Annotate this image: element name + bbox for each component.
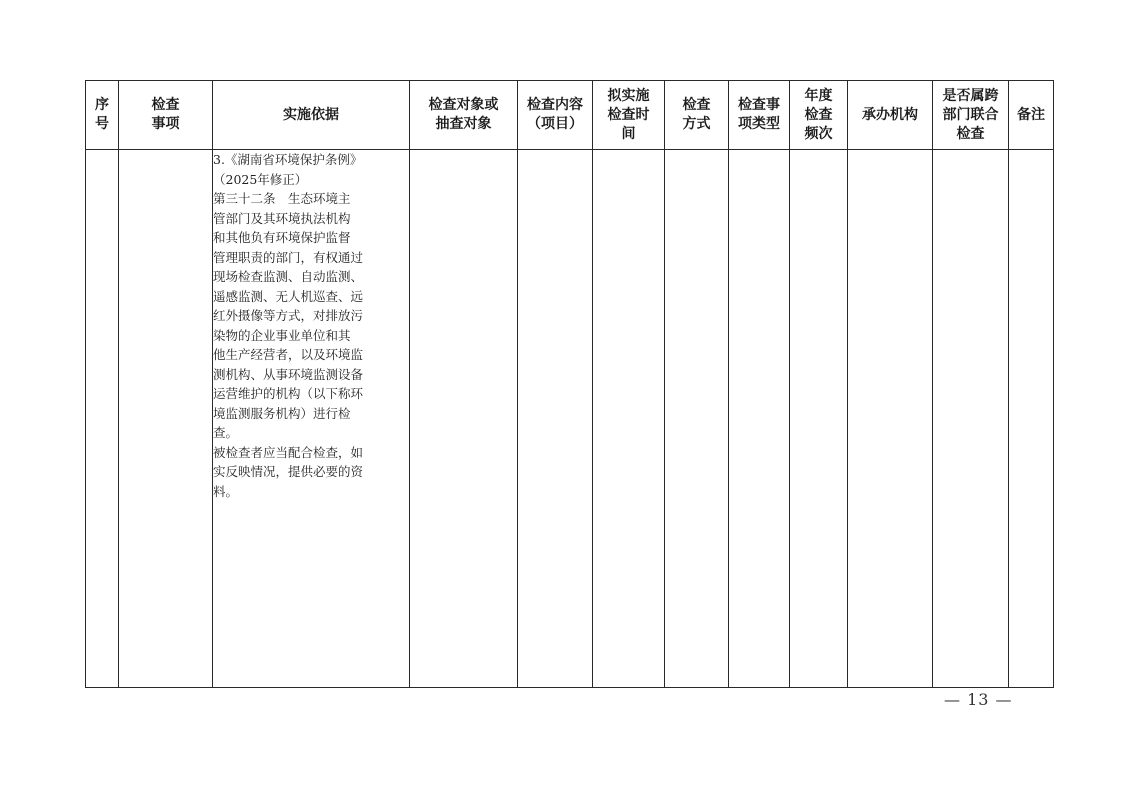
header-inspection-item: 检查 事项 xyxy=(119,81,213,150)
header-responsible-org: 承办机构 xyxy=(848,81,933,150)
header-inspection-object: 检查对象或 抽查对象 xyxy=(410,81,518,150)
cell-inspection-mode xyxy=(665,150,729,688)
cell-remarks xyxy=(1009,150,1054,688)
cell-inspection-object xyxy=(410,150,518,688)
cell-planned-time xyxy=(593,150,665,688)
header-implementation-basis: 实施依据 xyxy=(213,81,410,150)
header-inspection-mode: 检查 方式 xyxy=(665,81,729,150)
table-row xyxy=(86,150,1054,688)
basis-law-title: 3.《湖南省环境保护条例》 （2025年修正） xyxy=(213,152,363,187)
cell-responsible-org xyxy=(848,150,933,688)
header-inspection-content: 检查内容 （项目） xyxy=(518,81,593,150)
basis-clause: 第三十二条 生态环境主 管部门及其环境执法机构 和其他负有环境保护监督 管理职责的部门，有权通过 现场检查监测、自动监测、 遥感监测、无人机巡查、远 红外摄像等方式，对排放污 染物的企业事业单位和其 他生产经营者，以及环境监 测机构、从事环境监测设备 运营维护的机构（以下称环 境监测服务机构）进行检 查。 xyxy=(213,191,364,440)
cell-seq xyxy=(86,150,119,688)
header-seq: 序 号 xyxy=(86,81,119,150)
cell-inspection-item xyxy=(119,150,213,688)
cell-annual-frequency xyxy=(790,150,848,688)
header-remarks: 备注 xyxy=(1009,81,1054,150)
cell-item-type xyxy=(729,150,790,688)
page-number: — 13 — xyxy=(944,690,1013,709)
basis-clause-note: 被检查者应当配合检查，如 实反映情况，提供必要的资 料。 xyxy=(213,444,364,499)
cell-implementation-basis xyxy=(213,150,410,688)
header-planned-time: 拟实施 检查时 间 xyxy=(593,81,665,150)
cell-joint-inspection xyxy=(933,150,1009,688)
header-item-type: 检查事 项类型 xyxy=(729,81,790,150)
table-header-row xyxy=(86,81,1054,150)
cell-inspection-content xyxy=(518,150,593,688)
basis-text xyxy=(213,150,409,501)
header-joint-inspection: 是否属跨 部门联合 检查 xyxy=(933,81,1009,150)
header-annual-frequency: 年度 检查 频次 xyxy=(790,81,848,150)
inspection-table xyxy=(85,80,1054,688)
